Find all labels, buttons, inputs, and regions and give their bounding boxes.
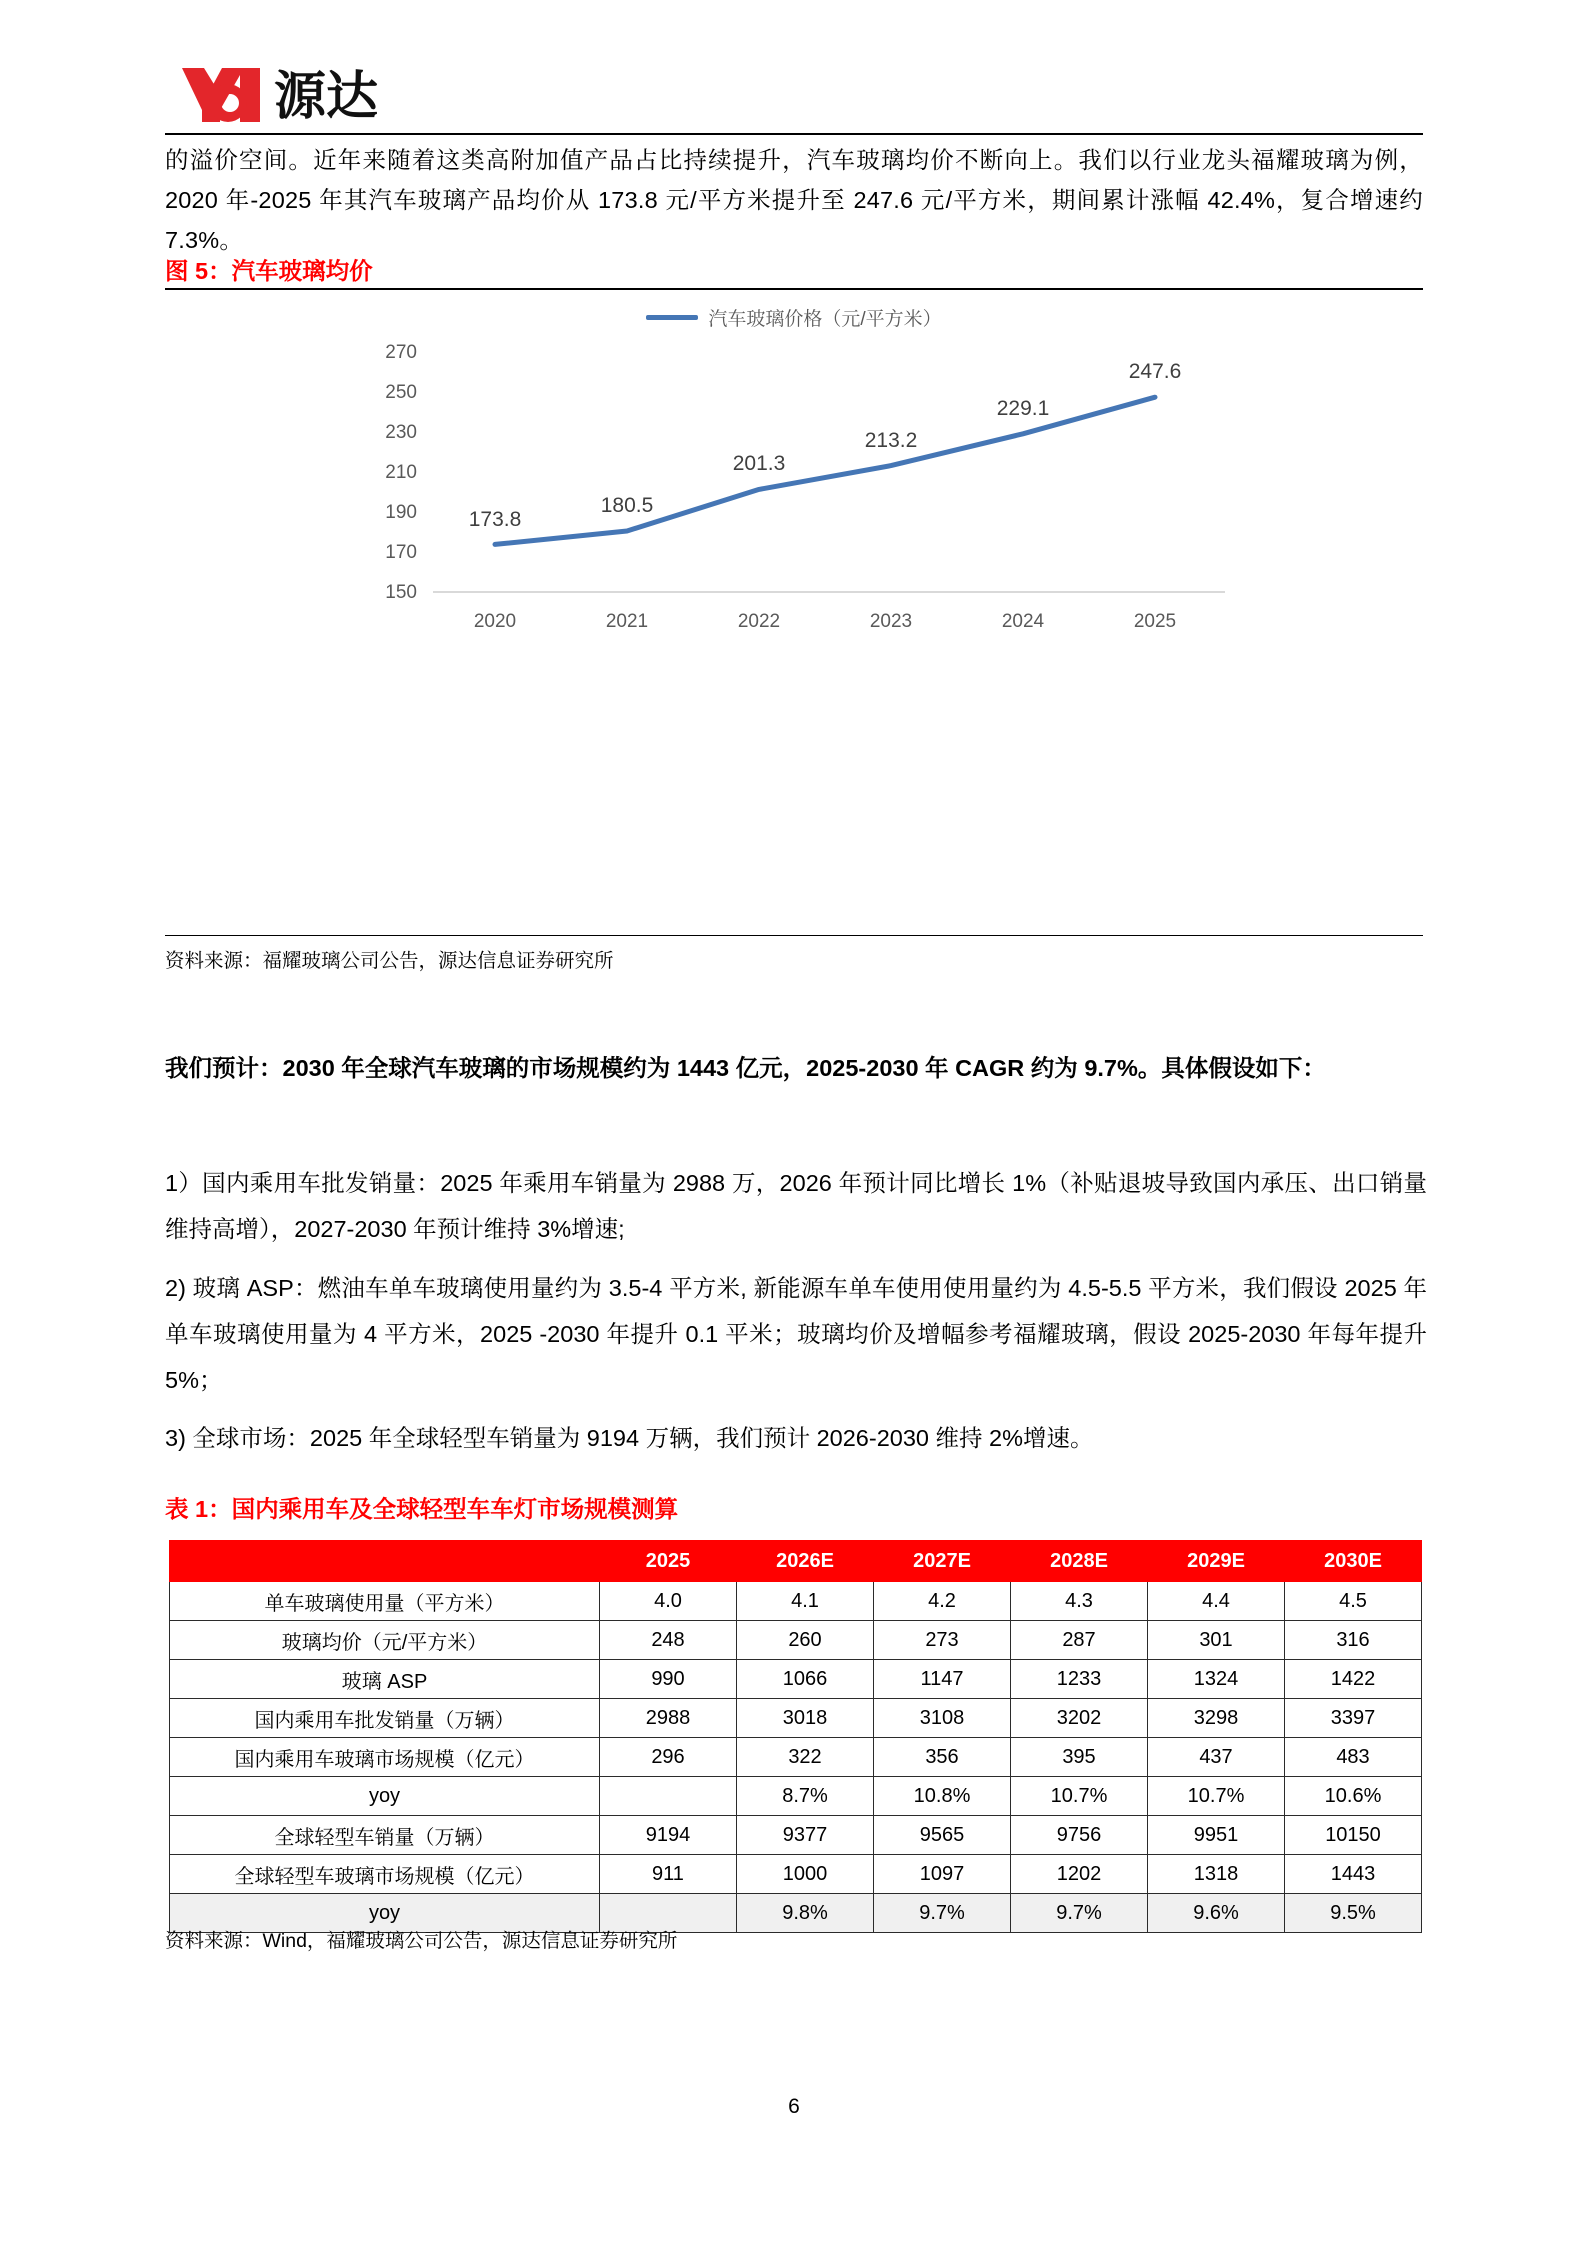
cell: 10.7% [1148, 1777, 1285, 1816]
forecast-point-1: 1）国内乘用车批发销量：2025 年乘用车销量为 2988 万，2026 年预计同比增长 1%（补贴退坡导致国内承压、出口销量维持高增），2027-2030 年预计维持 3%增速; [165, 1170, 1427, 1242]
cell: 9.7% [874, 1894, 1011, 1933]
table-header-2030E: 2030E [1285, 1541, 1422, 1582]
cell: 1422 [1285, 1660, 1422, 1699]
cell: 10.7% [1011, 1777, 1148, 1816]
cell: 990 [600, 1660, 737, 1699]
cell: 1324 [1148, 1660, 1285, 1699]
cell: 9377 [737, 1816, 874, 1855]
cell: 1000 [737, 1855, 874, 1894]
row-label: 单车玻璃使用量（平方米） [170, 1582, 600, 1621]
x-tick-2024: 2024 [1001, 611, 1045, 632]
table-header-2027E: 2027E [874, 1541, 1011, 1582]
cell: 3018 [737, 1699, 874, 1738]
cell: 10150 [1285, 1816, 1422, 1855]
cell: 4.3 [1011, 1582, 1148, 1621]
cell: 1066 [737, 1660, 874, 1699]
cell: 911 [600, 1855, 737, 1894]
y-tick-250: 250 [385, 382, 417, 403]
table-row [170, 1816, 1422, 1855]
legend-line-swatch [646, 315, 698, 320]
table-source: 资料来源：Wind，福耀玻璃公司公告，源达信息证券研究所 [165, 1930, 678, 1952]
legend-label: 汽车玻璃价格（元/平方米） [708, 309, 942, 330]
forecast-headline-tail: 具体假设如下： [1161, 1055, 1326, 1081]
cell: 10.6% [1285, 1777, 1422, 1816]
x-tick-2020: 2020 [473, 611, 517, 632]
cell: 4.0 [600, 1582, 737, 1621]
table-row [170, 1777, 1422, 1816]
cell: 301 [1148, 1621, 1285, 1660]
cell: 9.8% [737, 1894, 874, 1933]
forecast-headline [165, 1045, 1427, 1091]
cell: 248 [600, 1621, 737, 1660]
data-label-2024: 229.1 [996, 397, 1050, 420]
cell: 3202 [1011, 1699, 1148, 1738]
table-row [170, 1621, 1422, 1660]
cell: 1202 [1011, 1855, 1148, 1894]
line-chart-svg [165, 330, 1423, 650]
cell: 9756 [1011, 1816, 1148, 1855]
table-row [170, 1738, 1422, 1777]
y-tick-150: 150 [385, 582, 417, 603]
cell: 1318 [1148, 1855, 1285, 1894]
table-caption: 表 1：国内乘用车及全球轻型车车灯市场规模测算 [165, 1496, 679, 1522]
forecast-headline-strong: 我们预计：2030 年全球汽车玻璃的市场规模约为 1443 亿元，2025-2030 年 CAGR 约为 9.7%。 [165, 1055, 1162, 1081]
cell: 1233 [1011, 1660, 1148, 1699]
forecast-point-3: 3) 全球市场：2025 年全球轻型车销量为 9194 万辆，我们预计 2026-2030 维持 2%增速。 [165, 1425, 1094, 1451]
intro-paragraph: 的溢价空间。近年来随着这类高附加值产品占比持续提升，汽车玻璃均价不断向上。我们以行业龙头福耀玻璃为例，2020 年-2025 年其汽车玻璃产品均价从 173.8 元/平方米提升至 247.6 元/平方米，期间累计涨幅 42.4%，复合增速约 7.3%。 [165, 147, 1423, 253]
table-row [170, 1582, 1422, 1621]
cell: 4.1 [737, 1582, 874, 1621]
table-row [170, 1660, 1422, 1699]
cell: 287 [1011, 1621, 1148, 1660]
figure-source: 资料来源：福耀玻璃公司公告，源达信息证券研究所 [165, 950, 614, 972]
table-header-2028E: 2028E [1011, 1541, 1148, 1582]
row-label: 玻璃均价（元/平方米） [170, 1621, 600, 1660]
cell: 10.8% [874, 1777, 1011, 1816]
company-logo [178, 60, 388, 130]
cell: 483 [1285, 1738, 1422, 1777]
cell: 1443 [1285, 1855, 1422, 1894]
x-tick-2022: 2022 [737, 611, 781, 632]
table-row [170, 1699, 1422, 1738]
cell: 3298 [1148, 1699, 1285, 1738]
cell: 316 [1285, 1621, 1422, 1660]
cell: 4.2 [874, 1582, 1011, 1621]
x-tick-2023: 2023 [869, 611, 913, 632]
cell: 322 [737, 1738, 874, 1777]
cell: 437 [1148, 1738, 1285, 1777]
cell: 3108 [874, 1699, 1011, 1738]
cell: 9.6% [1148, 1894, 1285, 1933]
table-header-2025: 2025 [600, 1541, 737, 1582]
row-label: 全球轻型车玻璃市场规模（亿元） [170, 1855, 600, 1894]
table-header-2029E: 2029E [1148, 1541, 1285, 1582]
cell: 9565 [874, 1816, 1011, 1855]
forecast-point-2: 2) 玻璃 ASP：燃油车单车玻璃使用量约为 3.5-4 平方米, 新能源车单车使用使用量约为 4.5-5.5 平方米，我们假设 2025 年单车玻璃使用量为 4 平方米，2025 -2030 年提升 0.1 平米；玻璃均价及增幅参考福耀玻璃，假设 2025-2030 年每年提升 5%； [165, 1275, 1427, 1393]
y-tick-270: 270 [385, 342, 417, 363]
logo-graphic [178, 64, 388, 126]
cell: 2988 [600, 1699, 737, 1738]
cell: 9.7% [1011, 1894, 1148, 1933]
data-label-2021: 180.5 [600, 494, 654, 517]
figure-chart [165, 296, 1423, 656]
chart-legend [165, 304, 1423, 331]
row-label: 国内乘用车玻璃市场规模（亿元） [170, 1738, 600, 1777]
table-header-corner [170, 1541, 600, 1582]
row-label: 国内乘用车批发销量（万辆） [170, 1699, 600, 1738]
x-tick-2025: 2025 [1133, 611, 1177, 632]
x-tick-2021: 2021 [605, 611, 649, 632]
table-header-2026E: 2026E [737, 1541, 874, 1582]
page-number: 6 [788, 2095, 800, 2118]
cell: 3397 [1285, 1699, 1422, 1738]
cell: 356 [874, 1738, 1011, 1777]
svg-text:源达: 源达 [274, 68, 379, 126]
cell [600, 1777, 737, 1816]
table-row [170, 1855, 1422, 1894]
cell: 9951 [1148, 1816, 1285, 1855]
row-label: yoy [170, 1777, 600, 1816]
cell: 395 [1011, 1738, 1148, 1777]
data-label-2022: 201.3 [732, 452, 786, 475]
y-tick-210: 210 [385, 462, 417, 483]
cell: 4.4 [1148, 1582, 1285, 1621]
figure-caption-divider [165, 288, 1423, 290]
cell: 296 [600, 1738, 737, 1777]
cell: 273 [874, 1621, 1011, 1660]
data-label-2020: 173.8 [468, 508, 522, 531]
price-line-series [495, 397, 1155, 544]
y-tick-230: 230 [385, 422, 417, 443]
header-divider [165, 133, 1423, 135]
cell: 1097 [874, 1855, 1011, 1894]
cell: 9.5% [1285, 1894, 1422, 1933]
data-label-2023: 213.2 [864, 429, 918, 452]
data-label-2025: 247.6 [1128, 360, 1182, 383]
row-label: 全球轻型车销量（万辆） [170, 1816, 600, 1855]
y-tick-190: 190 [385, 502, 417, 523]
figure-source-divider [165, 935, 1423, 936]
row-label: yoy [170, 1894, 600, 1933]
cell: 9194 [600, 1816, 737, 1855]
cell: 1147 [874, 1660, 1011, 1699]
row-label: 玻璃 ASP [170, 1660, 600, 1699]
market-size-table [169, 1540, 1422, 1933]
table-header-row [170, 1541, 1422, 1582]
cell: 8.7% [737, 1777, 874, 1816]
y-tick-170: 170 [385, 542, 417, 563]
cell: 260 [737, 1621, 874, 1660]
cell: 4.5 [1285, 1582, 1422, 1621]
figure-caption: 图 5：汽车玻璃均价 [165, 258, 373, 284]
